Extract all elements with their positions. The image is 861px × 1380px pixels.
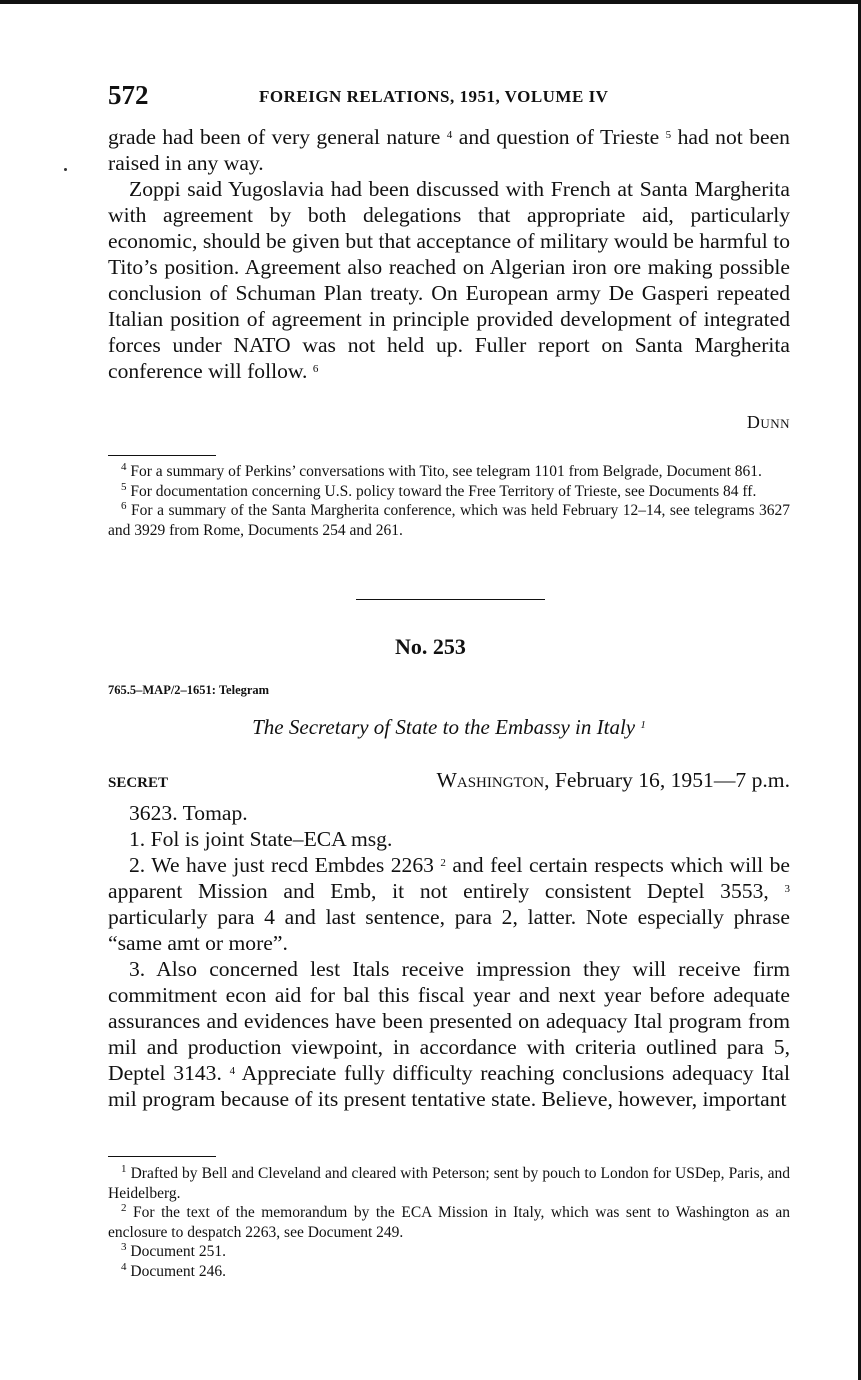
telegram-paragraph: 2. We have just recd Embdes 2263 $^2$ and feel certain respects which will be apparent Mission and Emb, it not entirely consistent Deptel 3553, $^3$ particularly para 4 and last sentence, para 2, latter. Note especially phrase “same amt or more”.: [108, 853, 790, 955]
section-divider: [356, 599, 545, 600]
scan-edge-top: [0, 0, 861, 4]
dateline-place: Washington: [436, 768, 545, 792]
footnote: $^5$ For documentation concerning U.S. policy toward the Free Territory of Trieste, see Documents 84 ff.: [121, 480, 757, 500]
footnote: $^3$ Document 251.: [121, 1241, 226, 1260]
footnotes-top: [108, 462, 790, 540]
signature: Dunn: [746, 412, 790, 432]
carryover-paragraph-2: Zoppi said Yugoslavia had been discussed with French at Santa Margherita with agreement by both delegations that appropriate aid, particularly economic, should be given but that acceptance of military would be harmful to Tito’s position. Agreement also reached on Algerian iron ore making possible conclusion of Schuman Plan treaty. On European army De Gasperi repeated Italian position of agreement in principle provided development of integrated forces under NATO was not held up. Fuller report on Santa Margherita conference will follow. $^6$: [108, 177, 790, 383]
telegram-paragraph: 3. Also concerned lest Itals receive impression they will receive firm commitment econ aid for bal this fiscal year and next year before adequate assurances and evidences have been presented on adequacy Ital program from mil and production viewpoint, in accordance with criteria outlined para 5, Deptel 3143. $^4$ Appreciate fully difficulty reaching conclusions adequacy Ital mil program because of its present tentative state. Believe, however, important: [108, 957, 790, 1111]
page-number: 572: [108, 80, 149, 110]
footnote: $^4$ For a summary of Perkins’ conversations with Tito, see telegram 1101 from Belgrade, Document 861.: [121, 461, 762, 480]
document-title: The Secretary of State to the Embassy in Italy $^1$: [252, 715, 646, 739]
footnote-rule: [108, 455, 216, 456]
footnote: $^2$ For the text of the memorandum by the ECA Mission in Italy, which was sent to Washington as an enclosure to despatch 2263, see Document 249.: [108, 1202, 790, 1241]
document-number: No. 253: [395, 634, 466, 659]
page-header: [108, 80, 790, 114]
dateline: [436, 768, 790, 793]
footnote-rule: [108, 1156, 216, 1157]
running-head: FOREIGN RELATIONS, 1951, VOLUME IV: [259, 87, 609, 106]
telegram-paragraph: 3623. Tomap.: [129, 801, 248, 825]
footnote-ref: 6: [312, 363, 319, 375]
telegram-paragraph: 1. Fol is joint State–ECA msg.: [129, 827, 393, 851]
footnote: $^6$ For a summary of the Santa Margherita conference, which was held February 12–14, see telegrams 3627 and 3929 from Rome, Documents 254 and 261.: [108, 500, 790, 539]
footnote-ref: 1: [640, 719, 646, 731]
footnote: $^1$ Drafted by Bell and Cleveland and cleared with Peterson; sent by pouch to London for USDep, Paris, and Heidelberg.: [108, 1163, 790, 1202]
footnotes-bottom: [108, 1164, 790, 1281]
classification: SECRET: [108, 775, 169, 791]
scan-speck: [64, 168, 67, 171]
carryover-paragraph-1: grade had been of very general nature $^4$ and question of Trieste $^5$ had not been raised in any way.: [108, 125, 790, 175]
footnote-ref: 4: [446, 129, 453, 141]
dateline-date: , February 16, 1951—7 p.m.: [544, 768, 790, 792]
footnote: $^4$ Document 246.: [121, 1260, 226, 1280]
footnote-ref: 2: [440, 857, 446, 869]
carryover-text: [108, 124, 790, 384]
footnote-ref: 5: [665, 129, 672, 141]
telegram-text: [108, 800, 790, 1112]
file-reference: 765.5–MAP/2–1651: Telegram: [108, 683, 270, 697]
footnote-ref: 4: [229, 1065, 236, 1077]
footnote-ref: 3: [784, 883, 790, 895]
